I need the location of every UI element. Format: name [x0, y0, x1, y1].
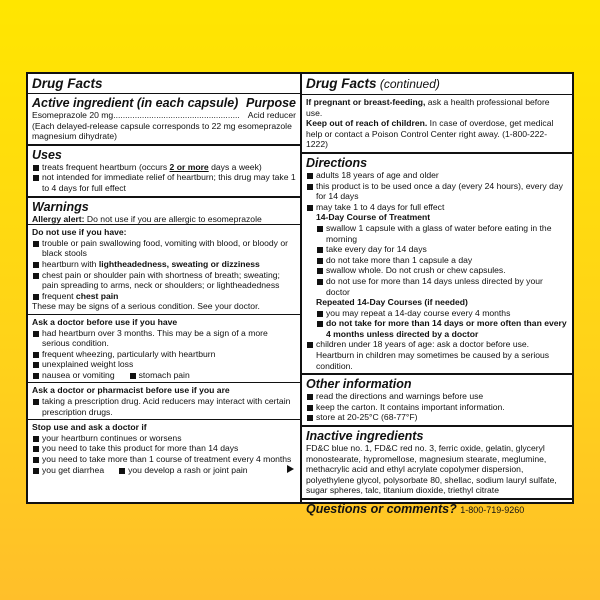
uses-section: [28, 146, 300, 198]
stop-use-item: you need to take more than 1 course of treatment every 4 months: [32, 454, 296, 465]
pregnancy-warning: If pregnant or breast-feeding, ask a health professional before use.: [306, 97, 550, 118]
ingredient-purpose: Acid reducer: [247, 110, 296, 120]
do-not-use-item: frequent chest pain: [32, 291, 296, 302]
right-column: [302, 74, 572, 516]
drug-facts-title: Drug Facts: [32, 76, 103, 91]
rash-item: you develop a rash or joint pain: [118, 465, 247, 476]
treatment-item: do not use for more than 14 days unless directed by your doctor: [306, 276, 568, 297]
inactive-ingredients-list: FD&C blue no. 1, FD&C red no. 3, ferric oxide, gelatin, glyceryl monostearate, hypromellose, magnesium stearate, meglumine, methacrylic acid and ethyl acrylate copolymer dispersion, polyethylene glycol, polysorbate 80, shellac, sodium lauryl sulfate, sugar spheres, talc, titanium dioxide, triethyl citrate: [306, 443, 557, 496]
repeated-item: you may repeat a 14-day course every 4 months: [306, 308, 568, 319]
questions-section: [302, 500, 572, 518]
treatment-item: take every day for 14 days: [306, 244, 568, 255]
children-direction: children under 18 years of age: ask a doctor before use. Heartburn in children may sometimes be caused by a serious condition.: [306, 339, 568, 371]
other-info-item: read the directions and warnings before use: [306, 391, 568, 402]
continue-arrow-icon: [287, 465, 294, 473]
warnings-section: [28, 198, 300, 225]
ask-doctor-section: [28, 315, 300, 384]
do-not-use-item: chest pain or shoulder pain with shortness of breath; sweating; pain spreading to arms, neck or shoulders; or lightheadedness: [32, 270, 296, 291]
treatment-heading: 14-Day Course of Treatment: [316, 212, 431, 223]
direction-item: adults 18 years of age and older: [306, 170, 568, 181]
other-information-section: [302, 375, 572, 427]
ask-doctor-item: frequent wheezing, particularly with heartburn: [32, 349, 296, 360]
ask-doctor-item: unexplained weight loss: [32, 359, 296, 370]
stop-inline: [32, 465, 296, 476]
do-not-use-heading: Do not use if you have:: [32, 227, 127, 238]
active-ingredient-heading: Active ingredient (in each capsule): [32, 96, 239, 110]
stop-use-item: you need to take this product for more than 14 days: [32, 443, 296, 454]
left-column: [28, 74, 302, 502]
treatment-item: do not take more than 1 capsule a day: [306, 255, 568, 266]
repeated-heading: Repeated 14-Day Courses (if needed): [316, 297, 468, 308]
do-not-use-item: trouble or pain swallowing food, vomiting with blood, or bloody or black stools: [32, 238, 296, 259]
treatment-item: swallow 1 capsule with a glass of water before eating in the morning: [306, 223, 568, 244]
direction-item: may take 1 to 4 days for full effect: [306, 202, 568, 213]
purpose-heading: Purpose: [245, 96, 296, 110]
treatment-item: swallow whole. Do not crush or chew capsules.: [306, 265, 568, 276]
stomach-pain-item: stomach pain: [129, 370, 190, 381]
ask-doctor-item: had heartburn over 3 months. This may be a sign of a more serious condition.: [32, 328, 296, 349]
drug-facts-continued-title: Drug Facts (continued): [306, 76, 440, 91]
directions-heading: Directions: [306, 155, 368, 170]
do-not-use-section: [28, 224, 300, 315]
drug-facts-panel: [26, 72, 574, 516]
keep-out-of-reach: Keep out of reach of children. In case of overdose, get medical help or contact a Poison Control Center right away. (1-800-222-1222): [306, 118, 554, 150]
other-info-item: store at 20-25°C (68-77°F): [306, 412, 568, 423]
ingredient-note: (Each delayed-release capsule corresponds to 22 mg esomeprazole magnesium dihydrate): [32, 120, 292, 142]
do-not-use-note: These may be signs of a serious condition. See your doctor.: [32, 301, 260, 312]
drug-facts-continued-title-section: [302, 74, 572, 95]
ask-doctor-inline: [32, 370, 296, 381]
ask-pharmacist-item: taking a prescription drug. Acid reducers may interact with certain prescription drugs.: [32, 396, 296, 417]
do-not-use-item: heartburn with lightheadedness, sweating or dizziness: [32, 259, 296, 270]
questions-line: Questions or comments? 1-800-719-9260: [306, 502, 525, 516]
stop-use-item: your heartburn continues or worsens: [32, 433, 296, 444]
stop-use-heading: Stop use and ask a doctor if: [32, 422, 147, 433]
ask-pharmacist-heading: Ask a doctor or pharmacist before use if you are: [32, 385, 230, 396]
allergy-alert: Allergy alert: Do not use if you are allergic to esomeprazole: [32, 213, 262, 224]
nausea-item: nausea or vomiting: [32, 370, 115, 381]
pregnancy-section: [302, 95, 572, 154]
active-ingredient-section: [28, 94, 300, 146]
other-information-heading: Other information: [306, 377, 412, 392]
inactive-ingredients-section: [302, 427, 572, 500]
inactive-ingredients-heading: Inactive ingredients: [306, 429, 424, 444]
ask-pharmacist-section: [28, 383, 300, 420]
warnings-heading: Warnings: [32, 199, 89, 214]
uses-heading: Uses: [32, 147, 62, 162]
diarrhea-item: you get diarrhea: [32, 465, 104, 476]
use-item: not intended for immediate relief of heartburn; this drug may take 1 to 4 days for full effect: [32, 172, 296, 193]
other-info-item: keep the carton. It contains important information.: [306, 402, 568, 413]
direction-item: this product is to be used once a day (every 24 hours), every day for 14 days: [306, 181, 568, 202]
use-item: treats frequent heartburn (occurs 2 or more days a week): [32, 162, 296, 173]
ingredient-name: Esomeprazole 20 mg.....................................................: [32, 110, 240, 120]
directions-section: [302, 154, 572, 375]
ask-doctor-heading: Ask a doctor before use if you have: [32, 316, 178, 327]
stop-use-section: [28, 420, 300, 477]
repeated-item: do not take for more than 14 days or more often than every 4 months unless directed by a doctor: [306, 318, 568, 339]
drug-facts-title-section: [28, 74, 300, 94]
phone-number: 1-800-719-9260: [460, 505, 525, 515]
